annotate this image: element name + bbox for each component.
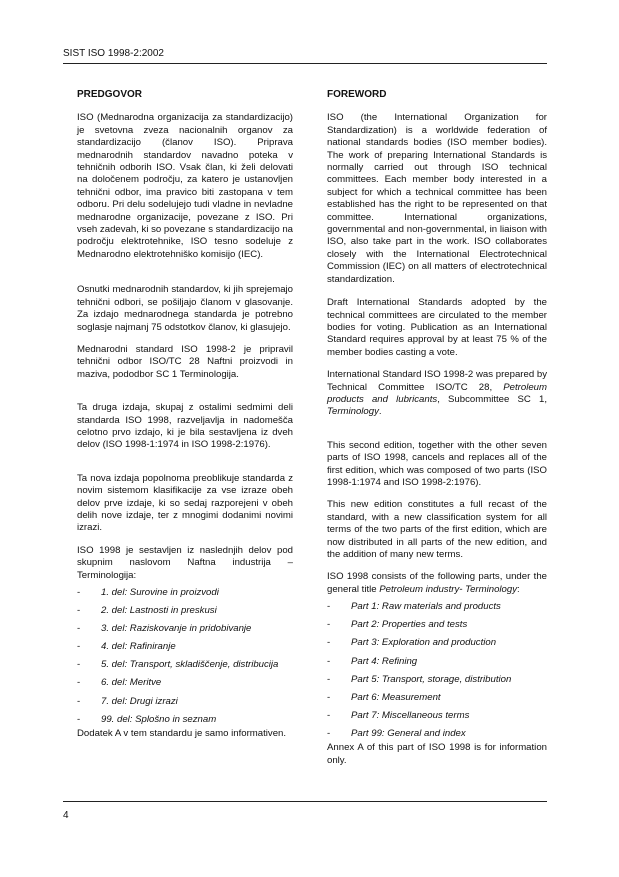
- paragraph: Ta druga izdaja, skupaj z ostalimi sedmimi deli standarda ISO 1998, razveljavlja in nadomešča celotno prvo izdajo, ki je bila sestavljena iz dveh delov (ISO 1998-1:1974 in ISO 1998-2:1976).: [77, 402, 293, 451]
- list-item: - 7. del: Drugi izrazi: [77, 695, 178, 707]
- list-item: - 4. del: Rafiniranje: [77, 641, 176, 653]
- paragraph: International Standard ISO 1998-2 was prepared by Technical Committee ISO/TC 28, Petroleum products and lubricants, Subcommittee SC 1, Terminology.: [327, 369, 547, 418]
- list-item: - Part 5: Transport, storage, distribution: [327, 673, 512, 685]
- list-item: - Part 2: Properties and tests: [327, 619, 468, 631]
- list-item: - 1. del: Surovine in proizvodi: [77, 587, 219, 598]
- heading-predgovor: PREDGOVOR: [77, 89, 143, 100]
- list-item: - 3. del: Raziskovanje in pridobivanje: [77, 623, 252, 635]
- paragraph: Dodatek A v tem standardu je samo informativen.: [77, 728, 287, 740]
- paragraph: Draft International Standards adopted by the technical committees are circulated to the member bodies for voting. Publication as an International Standard requires approval by at least 75 % of the member bodies casting a vote.: [327, 297, 547, 358]
- list-item: - Part 7: Miscellaneous terms: [327, 709, 470, 721]
- list-item: - 6. del: Meritve: [77, 677, 162, 689]
- paragraph: ISO 1998 je sestavljen iz naslednjih delov pod skupnim naslovom Naftna industrija – Terminologija:: [77, 544, 293, 581]
- paragraph: Osnutki mednarodnih standardov, ki jih sprejemajo tehnični odbori, se pošiljajo članom v glasovanje. Za izdajo mednarodnega standarda je potrebno soglasje najmanj 75 odstotkov članov, ki glasujejo.: [77, 284, 293, 333]
- parts-list: [77, 587, 293, 726]
- paragraph: ISO (the International Organization for Standardization) is a worldwide federation of national standards bodies (ISO member bodies). The work of preparing International Standards is normally carried out through ISO technical committees. Each member body interested in a subject for which a technical committee has been established has the right to be represented on that committee. International organizations, governmental and non-governmental, in liaison with ISO, also take part in the work. ISO collaborates closely with the International Electrotechnical Commission (IEC) on all matters of electrotechnical standardization.: [327, 112, 547, 285]
- parts-list: [327, 601, 547, 740]
- footer-rule: [63, 801, 547, 802]
- column-slovenian: [77, 89, 293, 740]
- heading-foreword: FOREWORD: [327, 89, 387, 100]
- list-item: - 5. del: Transport, skladiščenje, distribucija: [77, 659, 279, 671]
- list-item: - Part 6: Measurement: [327, 691, 441, 703]
- paragraph: This second edition, together with the other seven parts of ISO 1998, cancels and replaces all of the first edition, which was composed of two parts (ISO 1998-1:1974 and ISO 1998-2:1976).: [327, 439, 547, 488]
- paragraph: Ta nova izdaja popolnoma preoblikuje standarda z novim sistemom klasifikacije za vse izraze obeh delov prve izdaje, ki so sedaj razporejeni v obeh delih nove izdaje, ter z mnogimi dodanimi novimi izrazi.: [77, 472, 293, 534]
- paragraph: ISO 1998 consists of the following parts, under the general title Petroleum industry- Terminology:: [327, 571, 547, 595]
- list-item: - 2. del: Lastnosti in preskusi: [77, 605, 217, 617]
- list-item: - Part 4: Refining: [327, 655, 418, 667]
- list-item: - Part 3: Exploration and production: [327, 637, 497, 649]
- list-item: - Part 1: Raw materials and products: [327, 601, 501, 613]
- list-item: - 99. del: Splošno in seznam: [77, 713, 217, 725]
- paragraph: This new edition constitutes a full recast of the standard, with a new classification system for all terms of the two parts of the first edition, which are now distributed in all parts of the new edition, and the addition of many new terms.: [327, 499, 547, 560]
- header-rule: [63, 63, 547, 64]
- paragraph: Mednarodni standard ISO 1998-2 je pripravil tehnični odbor ISO/TC 28 Naftni proizvodi in maziva, pododbor SC 1 Terminologija.: [77, 343, 293, 380]
- column-english: [327, 89, 547, 767]
- page-number: 4: [63, 810, 69, 821]
- paragraph: ISO (Mednarodna organizacija za standardizacijo) je svetovna zveza nacionalnih organov za standardizacijo (članov ISO). Priprava mednarodnih standardov navadno poteka v tehničnih odborih ISO. Vsak član, ki želi delovati na določenem področju, za katero je ustanovljen tehnični odbor, ima pravico biti zastopana v tem odboru. Pri delu sodelujejo tudi vladne in nevladne mednarodne organizacije, povezane z ISO. Pri vseh zadevah, ki so povezane s standardizacijo na področju elektrotehnike, ISO tesno sodeluje z Mednarodno elektrotehniško komisijo (IEC).: [77, 112, 293, 260]
- paragraph: Annex A of this part of ISO 1998 is for information only.: [327, 742, 547, 766]
- list-item: - Part 99: General and index: [327, 727, 466, 739]
- header-doc-id: SIST ISO 1998-2:2002: [63, 48, 164, 59]
